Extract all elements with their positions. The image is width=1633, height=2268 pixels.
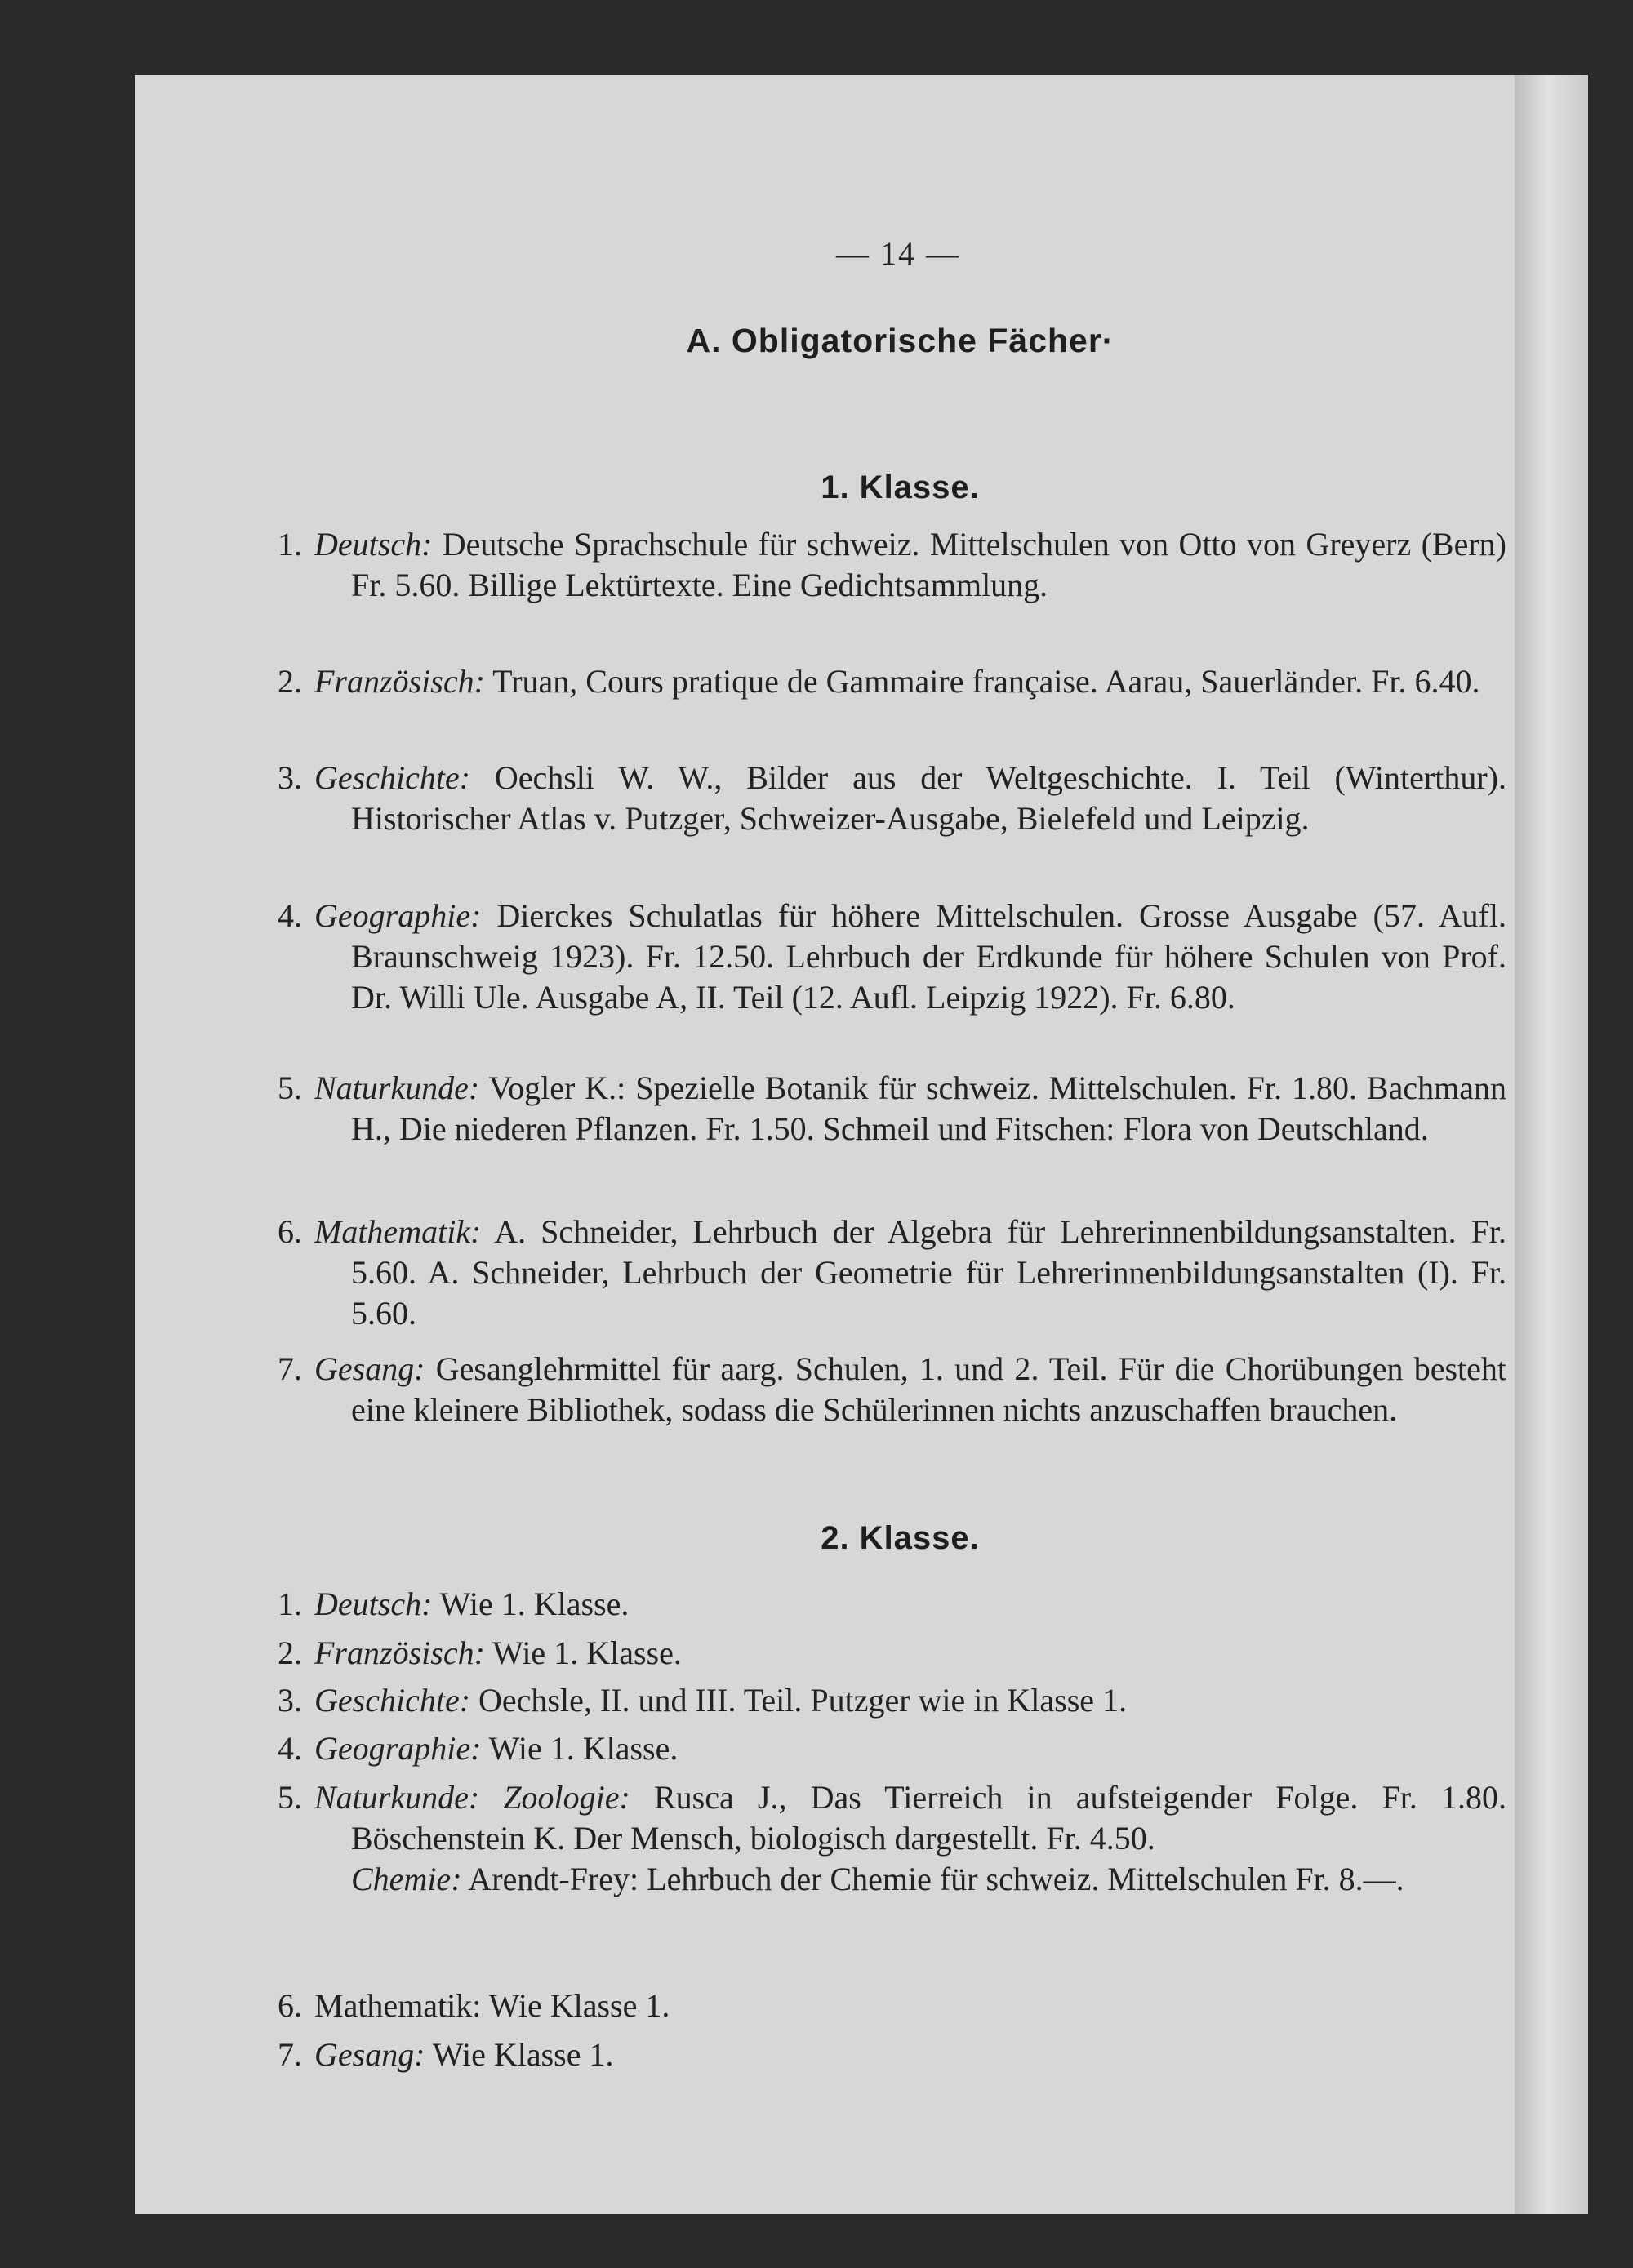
item-number: 3.: [278, 1682, 302, 1719]
item-number: 5.: [278, 1779, 302, 1816]
item-number: 6.: [278, 1213, 302, 1250]
item-subject: Geographie:: [314, 1730, 482, 1767]
item-number: 1.: [278, 526, 302, 563]
item-text: Oechsli W. W., Bilder aus der Weltgeschichte. I. Teil (Winterthur). Historischer Atlas v. Putzger, Schweizer-Ausgabe, Bielefeld und Leipzig.: [351, 759, 1506, 837]
list-item: [278, 1212, 1506, 1334]
item-number: 1.: [278, 1585, 302, 1622]
item-sub-text: Arendt-Frey: Lehrbuch der Chemie für schweiz. Mittelschulen Fr. 8.—.: [461, 1861, 1404, 1897]
list-item: [278, 1728, 1506, 1769]
item-subject: Geschichte:: [314, 759, 471, 796]
list-item: [278, 2035, 1506, 2075]
item-number: 2.: [278, 1634, 302, 1671]
list-item: [278, 1068, 1506, 1150]
list-item: [278, 524, 1506, 606]
item-number: 7.: [278, 1350, 302, 1387]
item-text: Rusca J., Das Tierreich in aufsteigender Folge. Fr. 1.80. Böschenstein K. Der Mensch, biologisch dargestellt. Fr. 4.50.: [351, 1779, 1507, 1857]
class-1-title: 1. Klasse.: [821, 469, 980, 505]
item-number: 3.: [278, 759, 302, 796]
item-subject: Französisch:: [314, 663, 485, 700]
item-text: Vogler K.: Spezielle Botanik für schweiz. Mittelschulen. Fr. 1.80. Bachmann H., Die niederen Pflanzen. Fr. 1.50. Schmeil und Fitschen: Flora von Deutschland.: [351, 1070, 1506, 1147]
item-number: 4.: [278, 897, 302, 934]
item-text: Oechsle, II. und III. Teil. Putzger wie in Klasse 1.: [470, 1682, 1128, 1719]
item-subject: Geschichte:: [314, 1682, 471, 1719]
list-item: [278, 758, 1506, 839]
item-text: Truan, Cours pratique de Gammaire française. Aarau, Sauerländer. Fr. 6.40.: [484, 663, 1480, 700]
item-subject: Naturkunde: Zoologie:: [314, 1779, 630, 1816]
item-number: 5.: [278, 1070, 302, 1106]
list-item: [278, 1986, 1506, 2026]
item-text: Wie 1. Klasse.: [481, 1730, 679, 1767]
list-item: [278, 1633, 1506, 1674]
item-number: 2.: [278, 663, 302, 700]
item-text: Gesanglehrmittel für aarg. Schulen, 1. und 2. Teil. Für die Chorübungen besteht eine kleinere Bibliothek, sodass die Schülerinnen nichts anzuschaffen brauchen.: [351, 1350, 1506, 1428]
item-subject: Gesang:: [314, 2036, 425, 2073]
page-edge: [1515, 75, 1588, 2214]
item-sub-subject: Chemie:: [351, 1861, 462, 1897]
list-item: [278, 661, 1506, 702]
item-text: Wie 1. Klasse.: [432, 1585, 630, 1622]
list-item: [278, 1777, 1506, 1900]
item-subject: Französisch:: [314, 1634, 485, 1671]
item-subject: Deutsch:: [314, 526, 433, 563]
list-item: [278, 1680, 1506, 1721]
item-text: A. Schneider, Lehrbuch der Algebra für Lehrerinnenbildungsanstalten. Fr. 5.60. A. Schneider, Lehrbuch der Geometrie für Lehrerinnenbildungsanstalten (I). Fr. 5.60.: [351, 1213, 1506, 1332]
book-page: [135, 75, 1515, 2214]
item-number: 4.: [278, 1730, 302, 1767]
item-subject: Geographie:: [314, 897, 482, 934]
page-number: — 14 —: [836, 235, 960, 272]
item-text: Wie Klasse 1.: [425, 2036, 614, 2073]
item-text: Dierckes Schulatlas für höhere Mittelschulen. Grosse Ausgabe (57. Aufl. Braunschweig 1923). Fr. 12.50. Lehrbuch der Erdkunde für höhere Schulen von Prof. Dr. Willi Ule. Ausgabe A, II. Teil (12. Aufl. Leipzig 1922). Fr. 6.80.: [351, 897, 1506, 1016]
item-subject: Naturkunde:: [314, 1070, 480, 1106]
item-number: 6.: [278, 1987, 302, 2024]
item-subject: Gesang:: [314, 1350, 425, 1387]
list-item: [278, 896, 1506, 1018]
item-text: Mathematik: Wie Klasse 1.: [314, 1987, 670, 2024]
item-subject: Deutsch:: [314, 1585, 433, 1622]
item-subentry: [351, 1859, 1506, 1900]
section-heading: A. Obligatorische Fächer·: [686, 322, 1115, 359]
item-number: 7.: [278, 2036, 302, 2073]
item-subject: Mathematik:: [314, 1213, 482, 1250]
item-text: Wie 1. Klasse.: [484, 1634, 682, 1671]
item-text: Deutsche Sprachschule für schweiz. Mittelschulen von Otto von Greyerz (Bern) Fr. 5.60. Billige Lektürtexte. Eine Gedichtsammlung.: [351, 526, 1506, 603]
list-item: [278, 1584, 1506, 1625]
class-2-title: 2. Klasse.: [821, 1520, 980, 1556]
list-item: [278, 1349, 1506, 1430]
